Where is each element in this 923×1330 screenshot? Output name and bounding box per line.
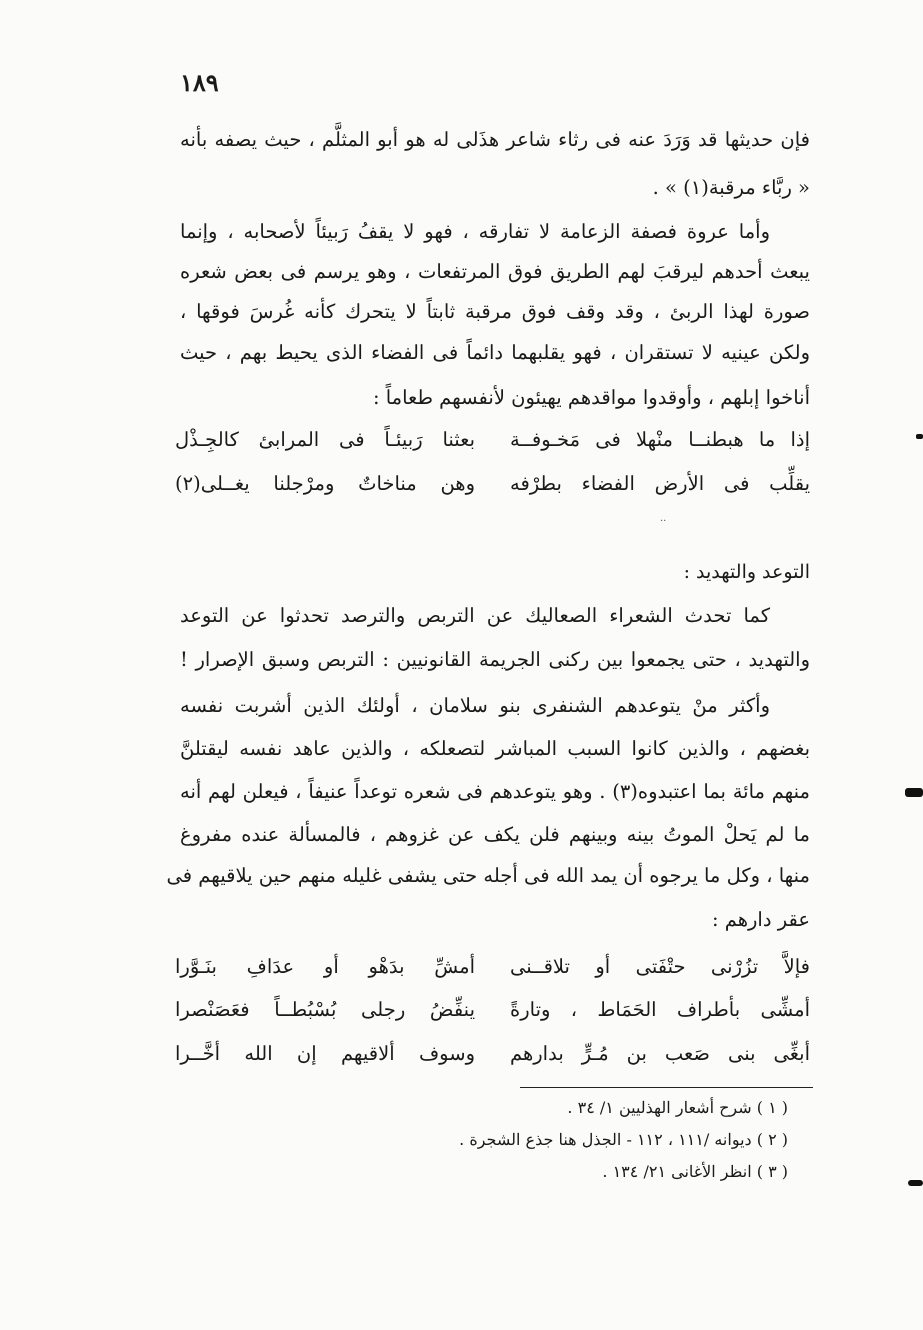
text-line: كما تحدث الشعراء الصعاليك عن التربص والترصد تحدثوا عن التوعد	[180, 604, 770, 627]
verse-hemistich-left: وهن مناخاتٌ ومرْجلنا يغــلى(٢)	[175, 472, 475, 495]
text-line: ما لم يَحلْ الموتُ بينه وبينهم فلن يكف عن غزوهم ، فالمسألة عنده مفروغ	[180, 823, 810, 846]
page-number: ١٨٩	[180, 68, 219, 97]
text-line: وأكثر منْ يتوعدهم الشنفرى بنو سلامان ، أولئك الذين أشربت نفسه	[180, 694, 770, 717]
scan-speck: ··	[660, 516, 667, 527]
verse-hemistich-left: أمشِّ بدَهْو أو عدَافِ بنَـوَّرا	[175, 955, 475, 978]
scan-edge-mark	[908, 1180, 923, 1186]
footnote: ( ٣ ) انظر الأغانى ٢١/ ١٣٤ .	[602, 1162, 788, 1181]
text-line: بغضهم ، والذين كانوا السبب المباشر لتصعلكه ، والذين عاهد نفسه ليقتلنَّ	[180, 737, 810, 760]
verse-hemistich-right: إذا ما هبطنــا منْهلا فى مَخـوفــة	[510, 428, 810, 451]
verse-hemistich-right: أمشِّى بأطراف الحَمَاط ، وتارةً	[510, 998, 810, 1021]
verse-hemistich-right: يقلِّب فى الأرض الفضاء بطرْفه	[510, 472, 810, 495]
verse-hemistich-right: أبغِّى بنى صَعب بن مُـرٍّ بدارهم	[510, 1042, 810, 1065]
text-line: يبعث أحدهم ليرقبَ لهم الطريق فوق المرتفعات ، وهو يرسم فى بعض شعره	[180, 260, 810, 283]
text-line: منها ، وكل ما يرجوه أن يمد الله فى أجله حتى يشفى غليله منهم حين يلاقيهم فى	[166, 864, 810, 887]
text-line: « ربَّاء مرقبة(١) » .	[652, 176, 810, 199]
text-line: أناخوا إبلهم ، وأوقدوا مواقدهم يهيئون لأنفسهم طعاماً :	[372, 386, 810, 409]
section-heading: التوعد والتهديد :	[683, 561, 810, 583]
text-line: منهم مائة بما اعتبدوه(٣) . وهو يتوعدهم فى شعره توعداً عنيفاً ، فيعلن لهم أنه	[180, 780, 810, 803]
text-line: وأما عروة فصفة الزعامة لا تفارقه ، فهو لا يقفُ رَبيئاً لأصحابه ، وإنما	[180, 220, 770, 243]
verse-hemistich-left: وسوف ألاقيهم إن الله أخَّــرا	[175, 1042, 475, 1065]
footnote: ( ٢ ) ديوانه /١١١ ، ١١٢ - الجذل هنا جذع الشجرة .	[459, 1130, 788, 1149]
scan-edge-mark	[916, 434, 923, 439]
scan-edge-mark	[905, 788, 923, 797]
text-line: ولكن عينيه لا تستقران ، فهو يقلبهما دائماً فى الفضاء الذى يحيط بهم ، حيث	[180, 341, 810, 364]
footnote: ( ١ ) شرح أشعار الهذليين ١/ ٣٤ .	[567, 1098, 788, 1117]
verse-hemistich-right: فإلاَّ تزُرْنى حتْفَتى أو تلاقــنى	[510, 955, 810, 978]
text-line: والتهديد ، حتى يجمعوا بين ركنى الجريمة القانونيين : التربص وسبق الإصرار !	[180, 648, 810, 671]
text-line: فإن حديثها قد وَرَدَ عنه فى رثاء شاعر هذَلى له هو أبو المثلَّم ، حيث يصفه بأنه	[180, 128, 810, 151]
verse-hemistich-left: بعثنا رَبيئـاً فى المرابئ كالجِـذْل	[175, 428, 475, 451]
verse-hemistich-left: ينفِّضُ رجلى بُسْبُطــاً فعَصَنْصرا	[175, 998, 475, 1021]
text-line: عقر دارهم :	[711, 908, 810, 931]
text-line: صورة لهذا الربئ ، وقد وقف فوق مرقبة ثابتاً لا يتحرك كأنه غُرسَ فوقها ،	[180, 300, 810, 323]
footnote-rule	[520, 1087, 813, 1088]
